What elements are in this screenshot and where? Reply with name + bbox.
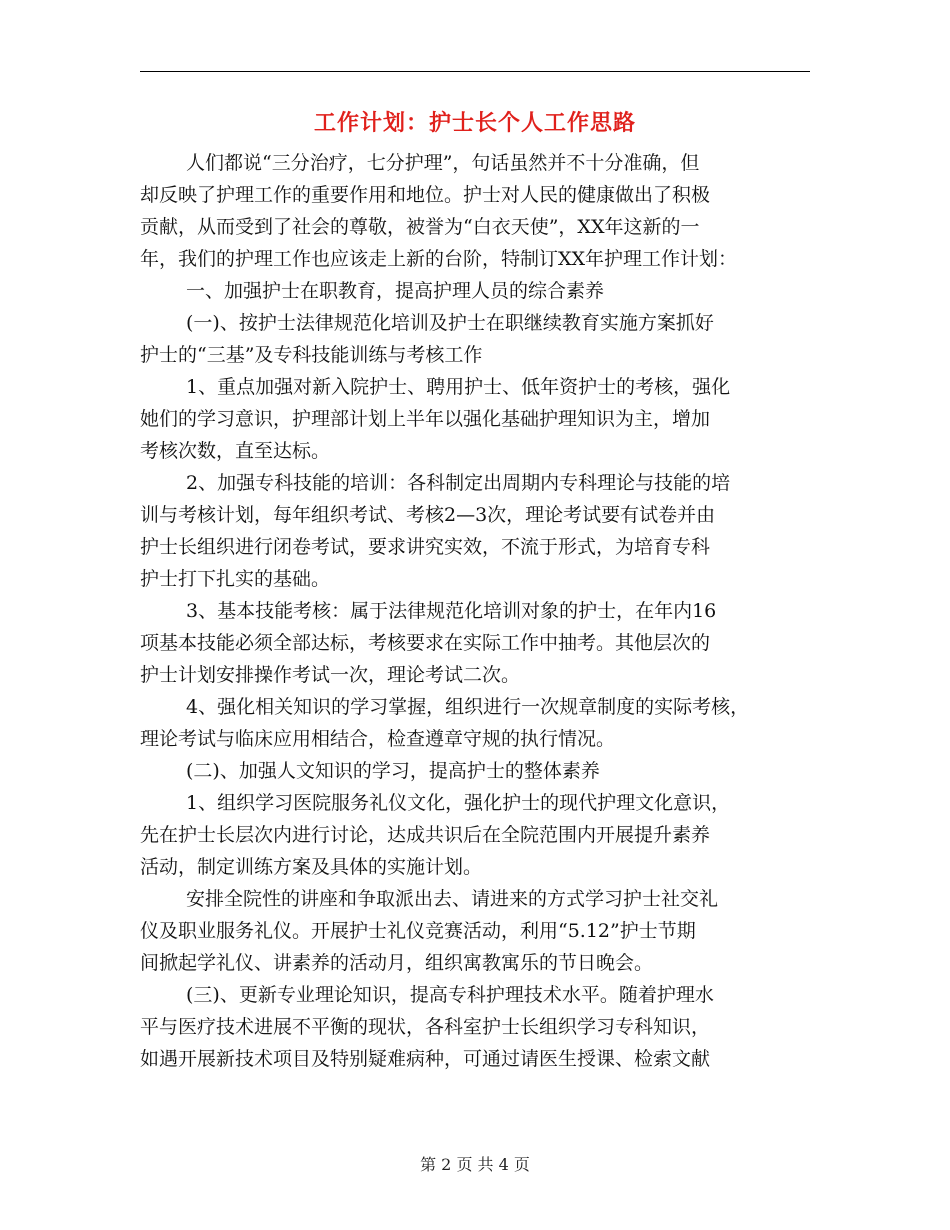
paragraph-line: 护士计划安排操作考试一次，理论考试二次。 [140, 664, 521, 686]
paragraph-line: 1、重点加强对新入院护士、聘用护士、低年资护士的考核，强化 [186, 376, 731, 398]
paragraph-line: 考核次数，直至达标。 [140, 440, 331, 462]
paragraph-line: 她们的学习意识，护理部计划上半年以强化基础护理知识为主，增加 [140, 408, 711, 430]
section-heading: 一、加强护士在职教育，提高护理人员的综合素养 [186, 280, 605, 302]
paragraph-line: 年，我们的护理工作也应该走上新的台阶，特制订XX年护理工作计划： [140, 248, 738, 270]
paragraph-line: 人们都说“三分治疗，七分护理”，句话虽然并不十分准确，但 [186, 152, 700, 174]
paragraph-line: 4、强化相关知识的学习掌握，组织进行一次规章制度的实际考核， [186, 696, 750, 718]
paragraph-line: 安排全院性的讲座和争取派出去、请进来的方式学习护士社交礼 [186, 888, 719, 910]
paragraph-line: 贡献，从而受到了社会的尊敬，被誉为“白衣天使”，XX年这新的一 [140, 216, 700, 238]
paragraph-line: 护士的“三基”及专科技能训练与考核工作 [140, 344, 483, 366]
paragraph-line: 3、基本技能考核：属于法律规范化培训对象的护士，在年内16 [186, 600, 717, 622]
paragraph-line: 理论考试与临床应用相结合，检查遵章守规的执行情况。 [140, 728, 616, 750]
paragraph-line: 先在护士长层次内进行讨论，达成共识后在全院范围内开展提升素养 [140, 824, 711, 846]
subsection-heading: (二)、加强人文知识的学习，提高护士的整体素养 [186, 760, 600, 782]
paragraph-line: 却反映了护理工作的重要作用和地位。护士对人民的健康做出了积极 [140, 184, 711, 206]
paragraph-line: 2、加强专科技能的培训：各科制定出周期内专科理论与技能的培 [186, 472, 731, 494]
document-title: 工作计划：护士长个人工作思路 [313, 111, 636, 136]
body-text [140, 147, 818, 1075]
paragraph-line: 活动，制定训练方案及具体的实施计划。 [140, 856, 483, 878]
paragraph-line: 护士长组织进行闭卷考试，要求讲究实效，不流于形式，为培育专科 [140, 536, 711, 558]
paragraph-line: 仪及职业服务礼仪。开展护士礼仪竞赛活动，利用“5.12”护士节期 [140, 920, 696, 942]
subsection-heading: (三)、更新专业理论知识，提高专科护理技术水平。随着护理水 [186, 984, 714, 1006]
paragraph-line: 平与医疗技术进展不平衡的现状，各科室护士长组织学习专科知识， [140, 1016, 711, 1038]
paragraph-line: 间掀起学礼仪、讲素养的活动月，组织寓教寓乐的节日晚会。 [140, 952, 654, 974]
subsection-heading: (一)、按护士法律规范化培训及护士在职继续教育实施方案抓好 [186, 312, 714, 334]
paragraph-line: 护士打下扎实的基础。 [140, 568, 331, 590]
paragraph-line: 1、组织学习医院服务礼仪文化，强化护士的现代护理文化意识， [186, 792, 731, 814]
paragraph-line: 项基本技能必须全部达标，考核要求在实际工作中抽考。其他层次的 [140, 632, 711, 654]
page-number: 第 2 页 共 4 页 [420, 1155, 530, 1174]
paragraph-line: 如遇开展新技术项目及特别疑难病种，可通过请医生授课、检索文献 [140, 1048, 711, 1070]
paragraph-line: 训与考核计划，每年组织考试、考核2—3次，理论考试要有试卷并由 [140, 504, 716, 526]
header-rule [140, 71, 810, 72]
